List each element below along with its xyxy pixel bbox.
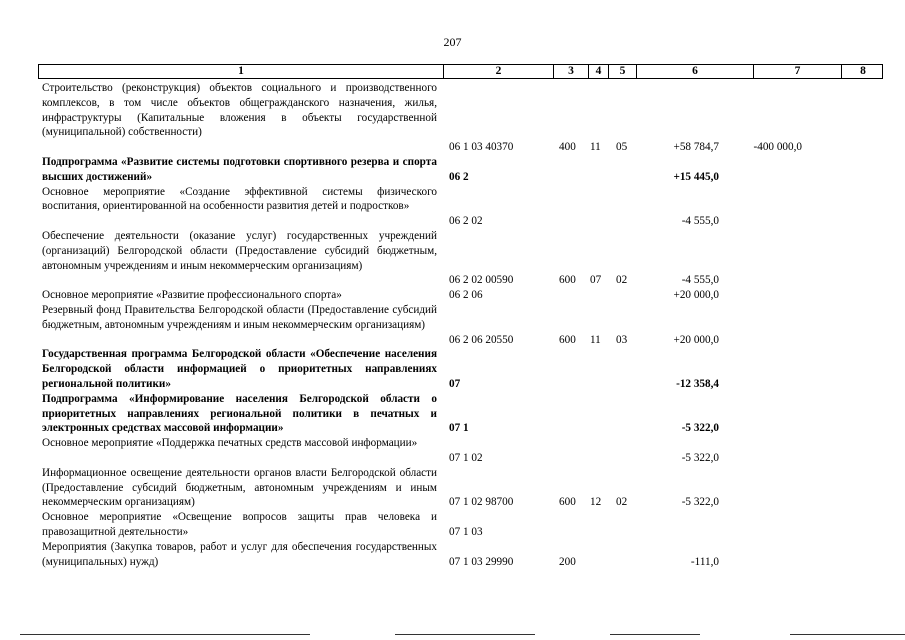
- row-col4: 11: [590, 333, 601, 346]
- header-col-2: 2: [444, 65, 554, 78]
- table-row: [0, 466, 905, 510]
- row-code: 06 2 06 20550: [449, 333, 514, 346]
- row-description: Информационное освещение деятельности органов власти Белгородской области (Предоставление субсидий бюджетным, автономным учреждениям и иным некоммерческим организациям): [42, 466, 437, 509]
- row-col7: -400 000,0: [753, 141, 802, 154]
- header-col-4: 4: [589, 65, 609, 78]
- table-row: [0, 540, 905, 570]
- row-code: 07 1 02: [449, 451, 483, 464]
- table-row: [0, 347, 905, 391]
- row-amount: -5 322,0: [681, 422, 719, 435]
- table-row: [0, 81, 905, 155]
- row-amount: -111,0: [690, 555, 719, 568]
- table-row: [0, 510, 905, 540]
- row-col3: 600: [559, 274, 576, 287]
- row-description: Резервный фонд Правительства Белгородской области (Предоставление субсидий бюджетным, автономным учреждениям и иным некоммерческим организациям): [42, 304, 437, 331]
- table-row: [0, 392, 905, 436]
- bottom-rule: [610, 634, 700, 635]
- row-amount: +20 000,0: [673, 289, 719, 302]
- row-description: Государственная программа Белгородской области «Обеспечение населения Белгородской области информацией о приоритетных направлениях региональной политики»: [42, 348, 437, 390]
- row-code: 07: [449, 377, 461, 390]
- row-col5: 02: [616, 274, 628, 287]
- row-col5: 03: [616, 333, 628, 346]
- row-amount: -5 322,0: [681, 451, 719, 464]
- row-amount: -4 555,0: [681, 274, 719, 287]
- row-description: Основное мероприятие «Поддержка печатных средств массовой информации»: [42, 437, 418, 450]
- row-code: 06 2 06: [449, 289, 483, 302]
- header-col-1: 1: [39, 65, 444, 78]
- row-description: Основное мероприятие «Развитие профессионального спорта»: [42, 289, 342, 302]
- row-amount: -12 358,4: [676, 377, 719, 390]
- row-code: 06 2: [449, 170, 469, 183]
- page-number: 207: [443, 35, 462, 49]
- row-col4: 07: [590, 274, 602, 287]
- row-code: 07 1 03: [449, 525, 483, 538]
- row-code: 07 1 02 98700: [449, 496, 514, 509]
- row-description: Подпрограмма «Информирование населения Белгородской области о приоритетных направлениях региональной политики в печатных и электронных средствах массовой информации»: [42, 392, 437, 435]
- row-col4: 11: [590, 141, 601, 154]
- row-amount: -4 555,0: [681, 215, 719, 228]
- row-col4: 12: [590, 496, 602, 509]
- header-col-8: 8: [860, 65, 866, 77]
- table-header: [38, 64, 883, 79]
- row-description: Основное мероприятие «Освещение вопросов защиты прав человека и правозащитной деятельности»: [42, 511, 437, 538]
- row-amount: +15 445,0: [673, 170, 719, 183]
- row-code: 07 1 03 29990: [449, 555, 514, 568]
- row-description: Подпрограмма «Развитие системы подготовки спортивного резерва и спорта высших достижений»: [42, 156, 437, 183]
- row-description: Строительство (реконструкция) объектов социального и производственного комплексов, в том числе объектов общегражданского назначения, жилья, инфраструктуры (Капитальные вложения в объекты государственной (муниципальной) собственности): [42, 82, 437, 139]
- row-amount: -5 322,0: [681, 496, 719, 509]
- header-col-5: 5: [609, 65, 637, 78]
- row-col3: 600: [559, 496, 576, 509]
- header-col-6: 6: [637, 65, 754, 78]
- row-col3: 200: [559, 555, 576, 568]
- row-col3: 600: [559, 333, 576, 346]
- bottom-rule: [395, 634, 535, 635]
- table-row: [0, 155, 905, 185]
- row-amount: +58 784,7: [673, 141, 719, 154]
- table-row: [0, 288, 905, 303]
- row-description: Основное мероприятие «Создание эффективной системы физического воспитания, ориентированной на особенности развития детей и подростков»: [42, 185, 437, 213]
- row-description: Обеспечение деятельности (оказание услуг) государственных учреждений (организаций) Белгородской области (Предоставление субсидий бюджетным, автономным учреждениям и иным некоммерческим организациям): [42, 230, 437, 272]
- row-col5: 05: [616, 141, 628, 154]
- row-amount: +20 000,0: [673, 333, 719, 346]
- table-row: [0, 229, 905, 288]
- bottom-rule: [790, 634, 905, 635]
- row-col5: 02: [616, 496, 628, 509]
- header-col-3: 3: [554, 65, 589, 78]
- header-col-7: 7: [754, 65, 842, 78]
- row-col3: 400: [559, 141, 576, 154]
- row-description: Мероприятия (Закупка товаров, работ и услуг для обеспечения государственных (муниципальных) нужд): [42, 540, 437, 568]
- row-code: 06 2 02 00590: [449, 274, 514, 287]
- table-row: [0, 303, 905, 347]
- table-row: [0, 185, 905, 229]
- row-code: 06 2 02: [449, 215, 483, 228]
- row-code: 06 1 03 40370: [449, 141, 514, 154]
- bottom-rule: [20, 634, 310, 635]
- table-row: [0, 436, 905, 466]
- row-code: 07 1: [449, 422, 469, 435]
